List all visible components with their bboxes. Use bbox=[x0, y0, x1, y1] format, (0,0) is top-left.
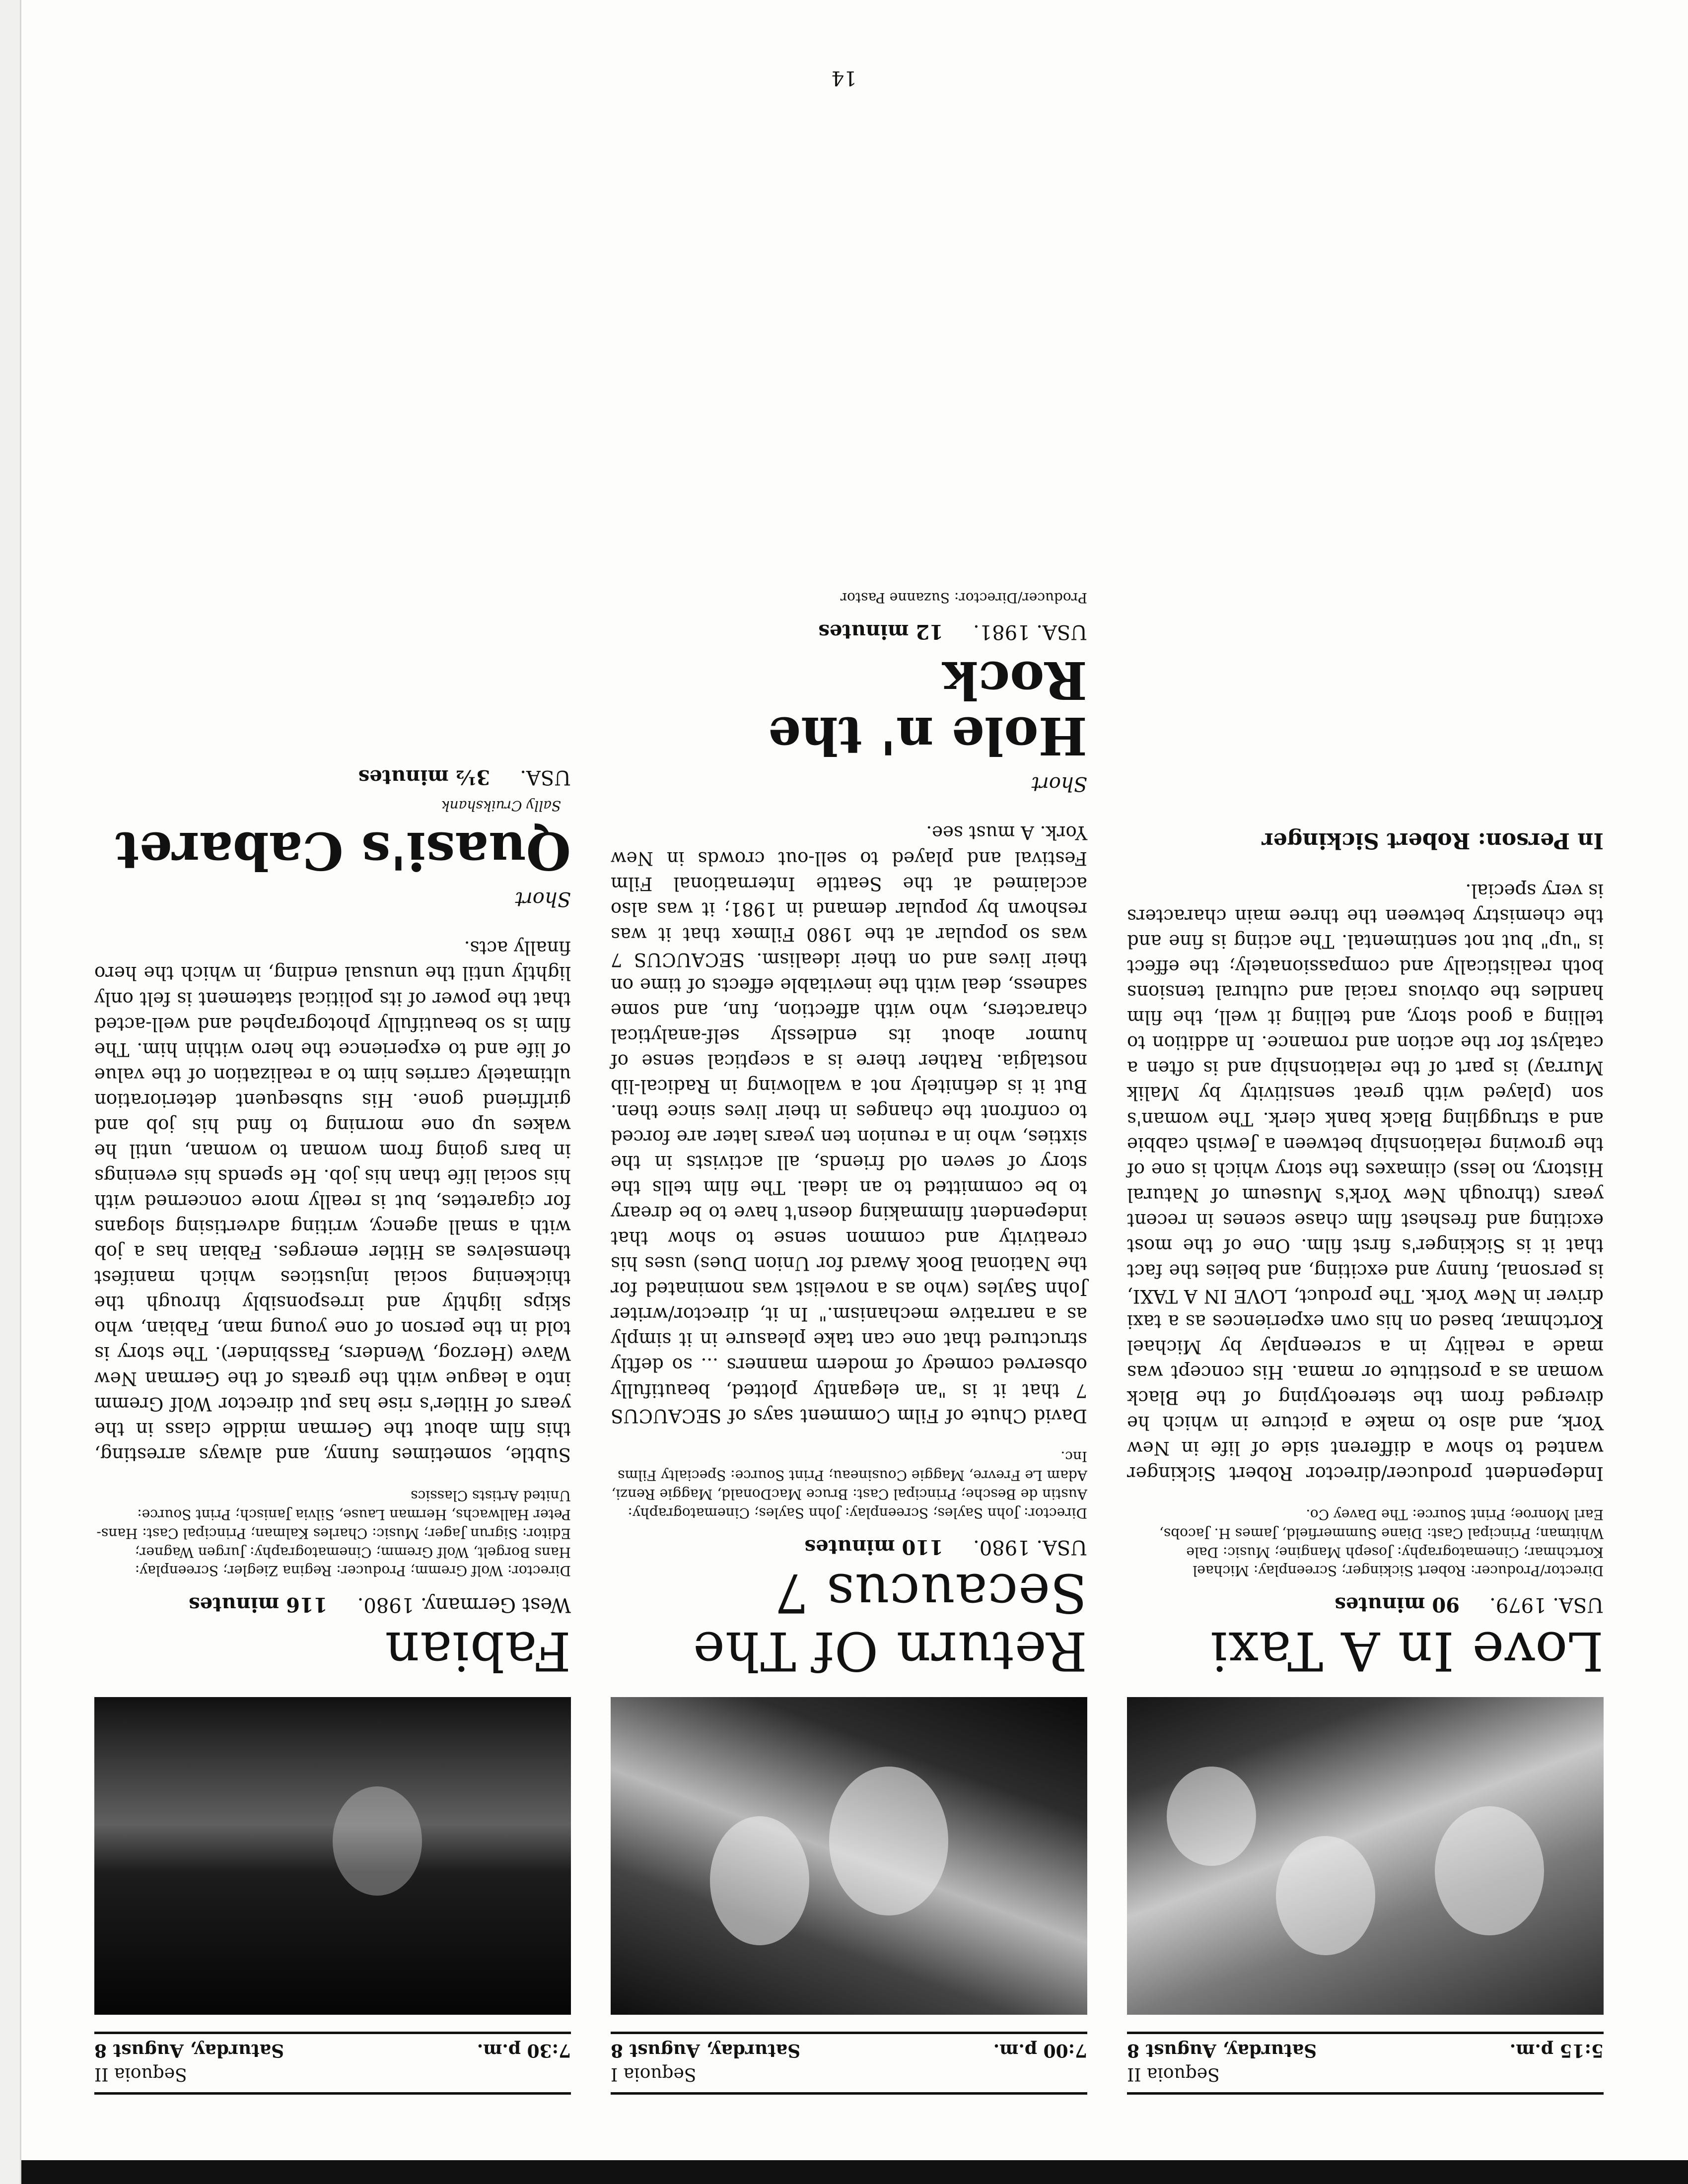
short-film-meta bbox=[611, 620, 1087, 643]
venue: Sequoia II bbox=[1127, 2064, 1220, 2084]
time-row bbox=[94, 2032, 571, 2061]
venue-row bbox=[1127, 2064, 1604, 2095]
screening-column-secaucus-7 bbox=[611, 569, 1087, 2095]
short-country-year: USA. 1981. bbox=[973, 620, 1087, 643]
film-still-photo bbox=[94, 1697, 571, 2015]
venue: Sequoia I bbox=[611, 2064, 697, 2084]
screening-column-fabian bbox=[94, 752, 571, 2095]
screening-column-love-in-a-taxi bbox=[1127, 828, 1604, 2095]
film-credits: Director: John Sayles; Screenplay: John Sayles; Cinematography: Austin de Besche; Principal Cast: Bruce MacDonald, Maggie Renzi, Adam Le Frevre, Maggie Cousineau; Print Source: Specialty Films Inc. bbox=[611, 1448, 1087, 1521]
venue-row bbox=[611, 2064, 1087, 2095]
film-title: Return Of The Secaucus 7 bbox=[692, 1562, 1087, 1682]
film-title: Fabian bbox=[384, 1620, 571, 1682]
runtime: 116 minutes bbox=[189, 1593, 328, 1617]
runtime: 90 minutes bbox=[1335, 1593, 1460, 1617]
animator-signature: Sally Cruikshank bbox=[441, 798, 561, 815]
film-credits: Director: Wolf Gremm; Producer: Regina Ziegler; Screenplay: Hans Borgelt, Wolf Gremm; Cinematography: Jurgen Wagner; Editor: Sigrun Jager; Music: Charles Kalman; Principal Cast: Hans-Peter Hallwachs, Herman Lause, Silvia Janisch; Print Source: United Artists Classics bbox=[96, 1488, 571, 1579]
short-film-meta bbox=[94, 765, 571, 789]
venue-row bbox=[94, 2064, 571, 2095]
short-film-title: Hole n' the Rock bbox=[768, 650, 1087, 767]
short-runtime: 12 minutes bbox=[818, 619, 944, 643]
time-row bbox=[611, 2032, 1087, 2061]
short-runtime: 3½ minutes bbox=[358, 765, 491, 789]
short-country-year: USA. bbox=[520, 766, 571, 789]
film-still-photo bbox=[1127, 1697, 1604, 2015]
film-still-photo bbox=[611, 1697, 1087, 2015]
short-label: Short bbox=[515, 887, 571, 911]
venue: Sequoia II bbox=[94, 2064, 187, 2084]
film-title: Love In A Taxi bbox=[1210, 1620, 1604, 1682]
scan-border bbox=[0, 2160, 1688, 2184]
film-description: David Chute of Film Comment says of SECAUCUS 7 that it is "an elegantly plotted, beautifully observed comedy of modern manners ... so deftly structured that one can take pleasure in it simply as a narrative mechanism." In it, director/writer John Sayles (who as a novelist was nominated for the National Book Award for Union Dues) uses his creativity and common sense to show that independent filmmaking doesn't have to be dreary to be committed to an ideal. The film tells the story of seven old friends, all activists in the sixties, who in a reunion ten years later are forced to confront the changes in their lives since then. But it is definitely not a wallowing in Radical-lib nostalgia. Rather there is a sceptical sense of humor about its endlessly self-analytical characters, who with affection, fun, and some sadness, deal with the inevitable effects of time on their lives and on their idealism. SECAUCUS 7 was so popular at the 1980 Filmex that it was reshown by popular demand in 1981; it was also acclaimed at the Seattle International Film Festival and played to sell-out crowds in New York. A must see. bbox=[611, 822, 1087, 1427]
screening-time: 7:30 p.m. bbox=[477, 2040, 571, 2061]
film-meta bbox=[94, 1593, 571, 1616]
screening-date: Saturday, August 8 bbox=[1127, 2040, 1317, 2061]
film-description: Subtle, sometimes funny, and always arresting, this film about the German middle class in the years of Hitler's rise has put director Wolf Gremm into a league with the greats of the German New Wave (Herzog, Wenders, Fassbinder). The story is told in the person of one young man, Fabian, who skips lightly and irresponsibly through the thickening social injustices which manifest themselves as Hitler emerges. Fabian has a job with a small agency, writing advertising slogans for cigarettes, but is really more concerned with his social life than his job. He spends his evenings in bars going from woman to woman, until he wakes up one morning to find his job and girlfriend gone. His subsequent deterioration ultimately carries him to a realization of the value of life and to experience the hero within him. The film is so beautifully photographed and well-acted that the power of its political statement is felt only lightly until the unusual ending, in which the hero finally acts. bbox=[94, 937, 571, 1466]
page-number: 14 bbox=[831, 67, 857, 89]
time-row bbox=[1127, 2032, 1604, 2061]
short-film-credits: Producer/Director: Suzanne Pastor bbox=[840, 589, 1087, 606]
country-year: USA. 1979. bbox=[1489, 1593, 1604, 1617]
country-year: West Germany. 1980. bbox=[357, 1593, 571, 1617]
in-person-note: In Person: Robert Sickinger bbox=[1262, 828, 1604, 854]
screening-time: 5:15 p.m. bbox=[1509, 2040, 1604, 2061]
film-description: Independent producer/director Robert Sickinger wanted to show a different side of life in New York, and also to make a picture in which he diverged from the stereotyping of the Black woman as a prostitute or mama. His concept was made a reality in a screenplay by Michael Kortchmar, based on his own experiences as a taxi driver in New York. The product, LOVE IN A TAXI, is personal, funny and exciting, and belies the fact that it is Sickinger's first film. One of the most exciting and freshest film chase scenes in recent years (through New York's Museum of Natural History, no less) climaxes the story which is one of the growing relationship between a Jewish cabbie and a struggling Black bank clerk. The woman's son (played with great sensitivity by Malik Murray) is part of the relationship and is often a catalyst for the action and romance. In addition to telling a good story, and telling it well, the film handles the obvious racial and cultural tensions both realistically and compassionately; the effect is "up" but not sentimental. The acting is fine and the chemistry between the three main characters is very special. bbox=[1127, 880, 1604, 1485]
film-meta bbox=[611, 1535, 1087, 1559]
film-credits: Director/Producer: Robert Sickinger; Screenplay: Michael Kortchmar; Cinematography: Joseph Mangine; Music: Dale Whitman; Principal Cast: Diane Summerfield, James H. Jacobs, Earl Monroe; Print Source: The Davey Co. bbox=[1159, 1506, 1604, 1579]
film-meta bbox=[1127, 1593, 1604, 1616]
scan-border bbox=[0, 0, 21, 2184]
short-label: Short bbox=[1031, 772, 1087, 796]
country-year: USA. 1980. bbox=[973, 1535, 1087, 1559]
screening-date: Saturday, August 8 bbox=[611, 2040, 801, 2061]
screening-date: Saturday, August 8 bbox=[94, 2040, 284, 2061]
screening-time: 7:00 p.m. bbox=[993, 2040, 1087, 2061]
short-film-title: Quasi's Cabaret bbox=[115, 820, 571, 882]
runtime: 110 minutes bbox=[804, 1535, 944, 1559]
